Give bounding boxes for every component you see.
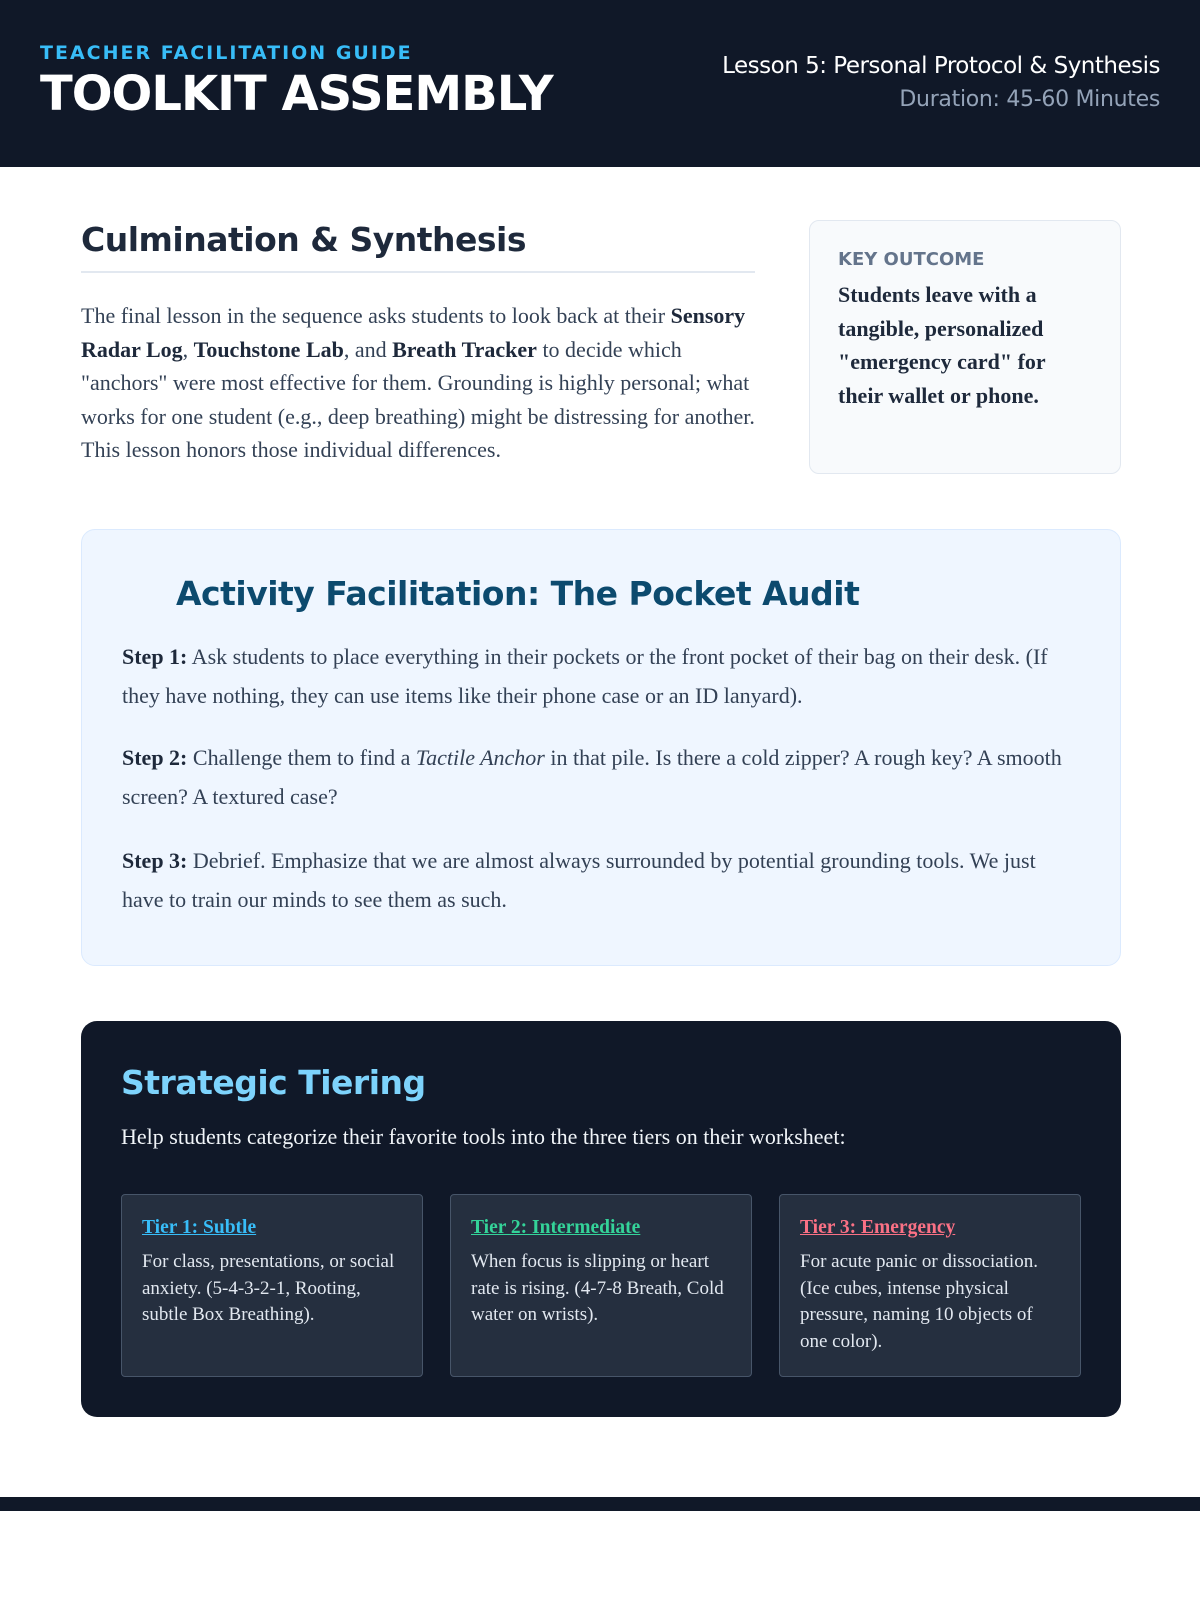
intro-paragraph <box>81 299 755 467</box>
step-2-label: Step 2: <box>122 745 188 770</box>
tier-grid <box>121 1194 1081 1377</box>
page-header <box>0 0 1200 167</box>
tiering-intro: Help students categorize their favorite tools into the three tiers on their worksheet: <box>121 1124 846 1149</box>
step-1-text: Ask students to place everything in their pockets or the front pocket of their bag on their desk. (If they have nothing, they can use items like their phone case or an ID lanyard). <box>122 644 1048 708</box>
header-eyebrow: TEACHER FACILITATION GUIDE <box>40 42 413 64</box>
step-1-label: Step 1: <box>122 644 188 669</box>
tiering-heading: Strategic Tiering <box>121 1063 426 1102</box>
step-1 <box>122 638 1080 715</box>
intro-text-3: , and <box>343 336 393 362</box>
intro-text-2: , <box>182 336 194 362</box>
step-3 <box>122 842 1080 919</box>
activity-heading: Activity Facilitation: The Pocket Audit <box>176 574 860 613</box>
key-outcome-text: Students leave with a tangible, personalized "emergency card" for their wallet or phone. <box>838 282 1046 408</box>
step-2-text-post: in that pile. Is there a cold zipper? A rough key? A smooth screen? A textured case? <box>122 745 1062 809</box>
activity-section <box>81 529 1121 966</box>
step-3-text: Debrief. Emphasize that we are almost always surrounded by potential grounding tools. We just have to train our minds to see them as such. <box>122 848 1036 912</box>
intro-text-1: The final lesson in the sequence asks students to look back at their <box>81 303 671 328</box>
tier-3-name[interactable]: Tier 3: Emergency <box>800 1217 956 1238</box>
tier-1-name[interactable]: Tier 1: Subtle <box>142 1217 257 1238</box>
tier-3-description: For acute panic or dissociation. (Ice cubes, intense physical pressure, naming 10 objects of one color). <box>800 1251 1038 1352</box>
key-outcome-label: KEY OUTCOME <box>838 249 985 270</box>
lesson-duration: Duration: 45-60 Minutes <box>899 87 1160 112</box>
step-2 <box>122 739 1080 816</box>
tier-card-1 <box>121 1194 423 1377</box>
tiering-section <box>81 1021 1121 1417</box>
tier-card-3 <box>779 1194 1081 1377</box>
tier-2-description: When focus is slipping or heart rate is rising. (4-7-8 Breath, Cold water on wrists). <box>471 1251 724 1325</box>
tier-card-2 <box>450 1194 752 1377</box>
breath-tracker-term: Breath Tracker <box>392 336 537 362</box>
intro-text-4: to decide which "anchors" were most effective for them. Grounding is highly personal; what works for one student (e.g., deep breathing) might be distressing for another. This lesson honors those individual differences. <box>81 336 755 462</box>
step-3-label: Step 3: <box>122 848 188 873</box>
footer-bar <box>0 1497 1200 1511</box>
touchstone-lab-term: Touchstone Lab <box>193 336 344 362</box>
sensory-radar-log-term: Sensory Radar Log <box>81 303 746 362</box>
tactile-anchor-term: Tactile Anchor <box>415 745 545 770</box>
document-title: TOOLKIT ASSEMBLY <box>40 66 553 122</box>
intro-content <box>81 220 755 489</box>
tier-1-description: For class, presentations, or social anxiety. (5-4-3-2-1, Rooting, subtle Box Breathing). <box>142 1251 395 1325</box>
step-2-text-pre: Challenge them to find a <box>187 745 416 770</box>
lesson-title: Lesson 5: Personal Protocol & Synthesis <box>722 53 1160 79</box>
key-outcome-card <box>809 220 1121 474</box>
tier-2-name[interactable]: Tier 2: Intermediate <box>471 1217 641 1238</box>
intro-heading: Culmination & Synthesis <box>81 220 755 273</box>
